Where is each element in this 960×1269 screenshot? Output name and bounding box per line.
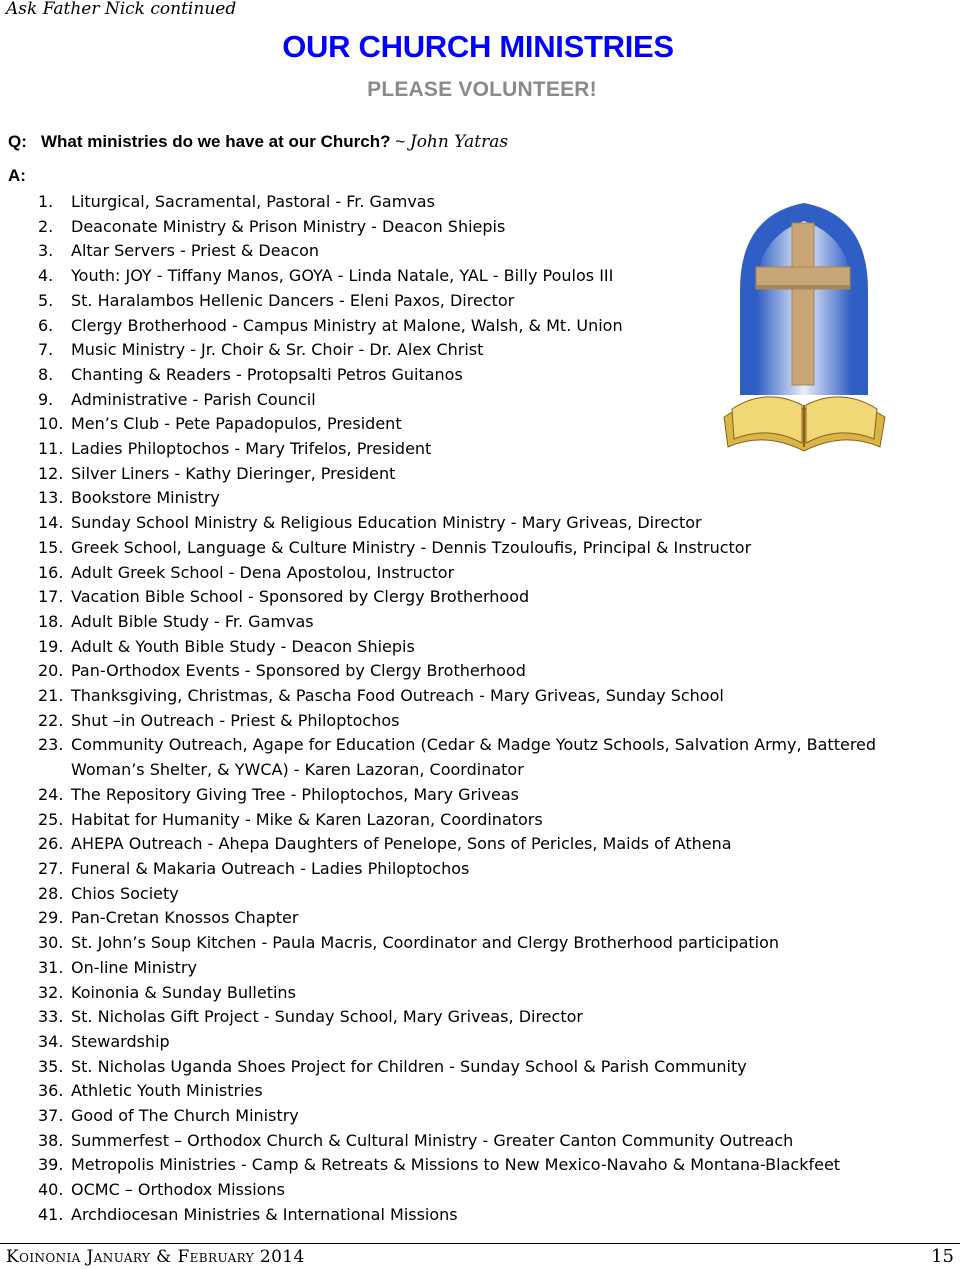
- page-number: 15: [931, 1246, 954, 1267]
- question-body: What ministries do we have at our Church?: [41, 132, 391, 151]
- ministry-number: 13.: [38, 488, 64, 508]
- ministry-text: Summerfest – Orthodox Church & Cultural Ministry - Greater Canton Community Outreach: [71, 1130, 794, 1150]
- ministry-number: 29.: [38, 908, 64, 928]
- ministry-number: 17.: [38, 587, 64, 607]
- running-header: Ask Father Nick continued: [6, 0, 237, 19]
- ministry-number: 32.: [38, 982, 64, 1002]
- ministry-number: 19.: [38, 636, 64, 656]
- ministry-number: 25.: [38, 809, 64, 829]
- ministry-text: Clergy Brotherhood - Campus Ministry at Malone, Walsh, & Mt. Union: [71, 315, 623, 335]
- ministry-item: [0, 1129, 920, 1154]
- ministry-number: 39.: [38, 1155, 64, 1175]
- ministry-number: 23.: [38, 735, 64, 755]
- ministry-item: [0, 635, 920, 660]
- ministry-item: [0, 536, 920, 561]
- ministry-text: Stewardship: [71, 1031, 170, 1051]
- ministry-number: 4.: [38, 266, 54, 286]
- footer-publication: Koinonia January & February 2014: [6, 1247, 305, 1267]
- ministry-number: 5.: [38, 290, 54, 310]
- ministry-item: [0, 733, 903, 782]
- ministry-text: Sunday School Ministry & Religious Education Ministry - Mary Griveas, Director: [71, 513, 702, 533]
- open-bible: [724, 397, 885, 451]
- ministry-number: 6.: [38, 315, 54, 335]
- ministry-text: Habitat for Humanity - Mike & Karen Lazoran, Coordinators: [71, 809, 543, 829]
- ministry-number: 40.: [38, 1180, 64, 1200]
- ministry-text: St. John’s Soup Kitchen - Paula Macris, Coordinator and Clergy Brotherhood participation: [71, 933, 780, 953]
- answer-label: A:: [8, 166, 26, 185]
- ministry-text: Adult & Youth Bible Study - Deacon Shiepis: [71, 636, 415, 656]
- ministry-text: Good of The Church Ministry: [71, 1106, 299, 1126]
- question-separator: ~: [390, 132, 410, 151]
- ministry-number: 21.: [38, 686, 64, 706]
- ministry-text: Chanting & Readers - Protopsalti Petros Guitanos: [71, 364, 463, 384]
- ministry-number: 20.: [38, 661, 64, 681]
- ministry-item: [0, 906, 920, 931]
- ministry-text: Bookstore Ministry: [71, 488, 220, 508]
- question-author: John Yatras: [409, 132, 509, 152]
- ministry-text: Archdiocesan Ministries & International Missions: [71, 1204, 458, 1224]
- ministry-text: OCMC – Orthodox Missions: [71, 1180, 285, 1200]
- footer-divider: [0, 1243, 960, 1244]
- ministry-item: [0, 931, 920, 956]
- ministry-number: 24.: [38, 784, 64, 804]
- ministry-item: [0, 486, 920, 511]
- ministry-text: Administrative - Parish Council: [71, 389, 316, 409]
- ministry-item: [0, 1030, 920, 1055]
- ministry-item: [0, 981, 920, 1006]
- ministry-text: Adult Bible Study - Fr. Gamvas: [71, 611, 314, 631]
- ministry-text: St. Haralambos Hellenic Dancers - Eleni Paxos, Director: [71, 290, 515, 310]
- ministry-number: 22.: [38, 710, 64, 730]
- ministry-number: 12.: [38, 463, 64, 483]
- ministry-number: 16.: [38, 562, 64, 582]
- ministry-text: Adult Greek School - Dena Apostolou, Instructor: [71, 562, 455, 582]
- ministry-number: 34.: [38, 1031, 64, 1051]
- ministry-number: 9.: [38, 389, 54, 409]
- ministry-item: [0, 808, 920, 833]
- page-subtitle: PLEASE VOLUNTEER!: [367, 78, 597, 101]
- ministry-number: 15.: [38, 537, 64, 557]
- ministry-text: On-line Ministry: [71, 957, 197, 977]
- ministry-text: Metropolis Ministries - Camp & Retreats & Missions to New Mexico-Navaho & Montana-Blackfeet: [71, 1155, 841, 1175]
- ministry-text: Vacation Bible School - Sponsored by Clergy Brotherhood: [71, 587, 530, 607]
- ministry-number: 33.: [38, 1007, 64, 1027]
- ministry-item: [0, 832, 920, 857]
- ministry-text: Pan-Cretan Knossos Chapter: [71, 908, 299, 928]
- ministry-number: 31.: [38, 957, 64, 977]
- ministry-item: [0, 585, 920, 610]
- ministry-text: Liturgical, Sacramental, Pastoral - Fr. Gamvas: [71, 192, 435, 211]
- ministry-text: Youth: JOY - Tiffany Manos, GOYA - Linda Natale, YAL - Billy Poulos III: [71, 266, 614, 286]
- ministry-text: Deaconate Ministry & Prison Ministry - Deacon Shiepis: [71, 216, 506, 236]
- ministry-item: [0, 956, 920, 981]
- ministry-text: Silver Liners - Kathy Dieringer, President: [71, 463, 396, 483]
- ministry-text: Ladies Philoptochos - Mary Trifelos, President: [71, 439, 432, 459]
- ministry-item: [0, 1178, 920, 1203]
- ministry-text: Athletic Youth Ministries: [71, 1081, 263, 1101]
- ministry-text: Men’s Club - Pete Papadopulos, President: [71, 414, 402, 434]
- question: [41, 132, 508, 152]
- ministry-text: Greek School, Language & Culture Ministry - Dennis Tzouloufis, Principal & Instructor: [71, 537, 752, 557]
- ministry-text: Shut –in Outreach - Priest & Philoptochos: [71, 710, 400, 730]
- ministry-number: 27.: [38, 858, 64, 878]
- ministry-number: 3.: [38, 241, 54, 261]
- ministry-number: 30.: [38, 933, 64, 953]
- ministry-number: 41.: [38, 1204, 64, 1224]
- question-label: Q:: [8, 132, 27, 151]
- ministry-text: Chios Society: [71, 883, 179, 903]
- ministry-item: [0, 1079, 920, 1104]
- ministry-number: 28.: [38, 883, 64, 903]
- ministry-number: 36.: [38, 1081, 64, 1101]
- ministry-text: Koinonia & Sunday Bulletins: [71, 982, 296, 1002]
- ministry-text: Funeral & Makaria Outreach - Ladies Philoptochos: [71, 858, 470, 878]
- ministry-number: 37.: [38, 1106, 64, 1126]
- ministry-number: 38.: [38, 1130, 64, 1150]
- page-title: OUR CHURCH MINISTRIES: [282, 29, 674, 64]
- ministry-text: Pan-Orthodox Events - Sponsored by Clergy Brotherhood: [71, 661, 526, 681]
- ministry-item: [0, 1005, 920, 1030]
- ministry-number: 2.: [38, 216, 54, 236]
- ministry-item: [0, 561, 920, 586]
- ministry-text: Community Outreach, Agape for Education (Cedar & Madge Youtz Schools, Salvation Army, Battered Woman’s Shelter, & YWCA) - Karen Lazoran, Coordinator: [71, 735, 877, 780]
- ministry-number: 26.: [38, 834, 64, 854]
- ministry-text: Thanksgiving, Christmas, & Pascha Food Outreach - Mary Griveas, Sunday School: [71, 686, 724, 706]
- ministry-text: St. Nicholas Uganda Shoes Project for Children - Sunday School & Parish Community: [71, 1056, 747, 1076]
- ministry-number: 14.: [38, 513, 64, 533]
- ministry-number: 18.: [38, 611, 64, 631]
- ministry-number: 35.: [38, 1056, 64, 1076]
- ministry-text: Altar Servers - Priest & Deacon: [71, 241, 320, 261]
- ministry-item: [0, 511, 920, 536]
- ministry-item: [0, 1055, 920, 1080]
- ministry-text: AHEPA Outreach - Ahepa Daughters of Penelope, Sons of Pericles, Maids of Athena: [71, 834, 732, 854]
- cross-bible-icon: [722, 195, 887, 460]
- ministry-item: [0, 1203, 920, 1228]
- ministry-item: [0, 610, 920, 635]
- ministry-item: [0, 857, 920, 882]
- ministry-text: Music Ministry - Jr. Choir & Sr. Choir - Dr. Alex Christ: [71, 340, 484, 360]
- ministry-number: 8.: [38, 364, 54, 384]
- ministry-number: 1.: [38, 192, 54, 211]
- ministry-item: [0, 709, 920, 734]
- ministry-item: [0, 1153, 920, 1178]
- ministry-number: 10.: [38, 414, 64, 434]
- ministry-item: [0, 1104, 920, 1129]
- ministry-item: [0, 659, 920, 684]
- ministry-text: The Repository Giving Tree - Philoptochos, Mary Griveas: [71, 784, 519, 804]
- ministry-number: 11.: [38, 439, 64, 459]
- ministry-item: [0, 684, 920, 709]
- ministry-item: [0, 882, 920, 907]
- ministry-text: St. Nicholas Gift Project - Sunday School, Mary Griveas, Director: [71, 1007, 583, 1027]
- ministry-item: [0, 783, 920, 808]
- ministry-number: 7.: [38, 340, 54, 360]
- ministry-item: [0, 462, 920, 487]
